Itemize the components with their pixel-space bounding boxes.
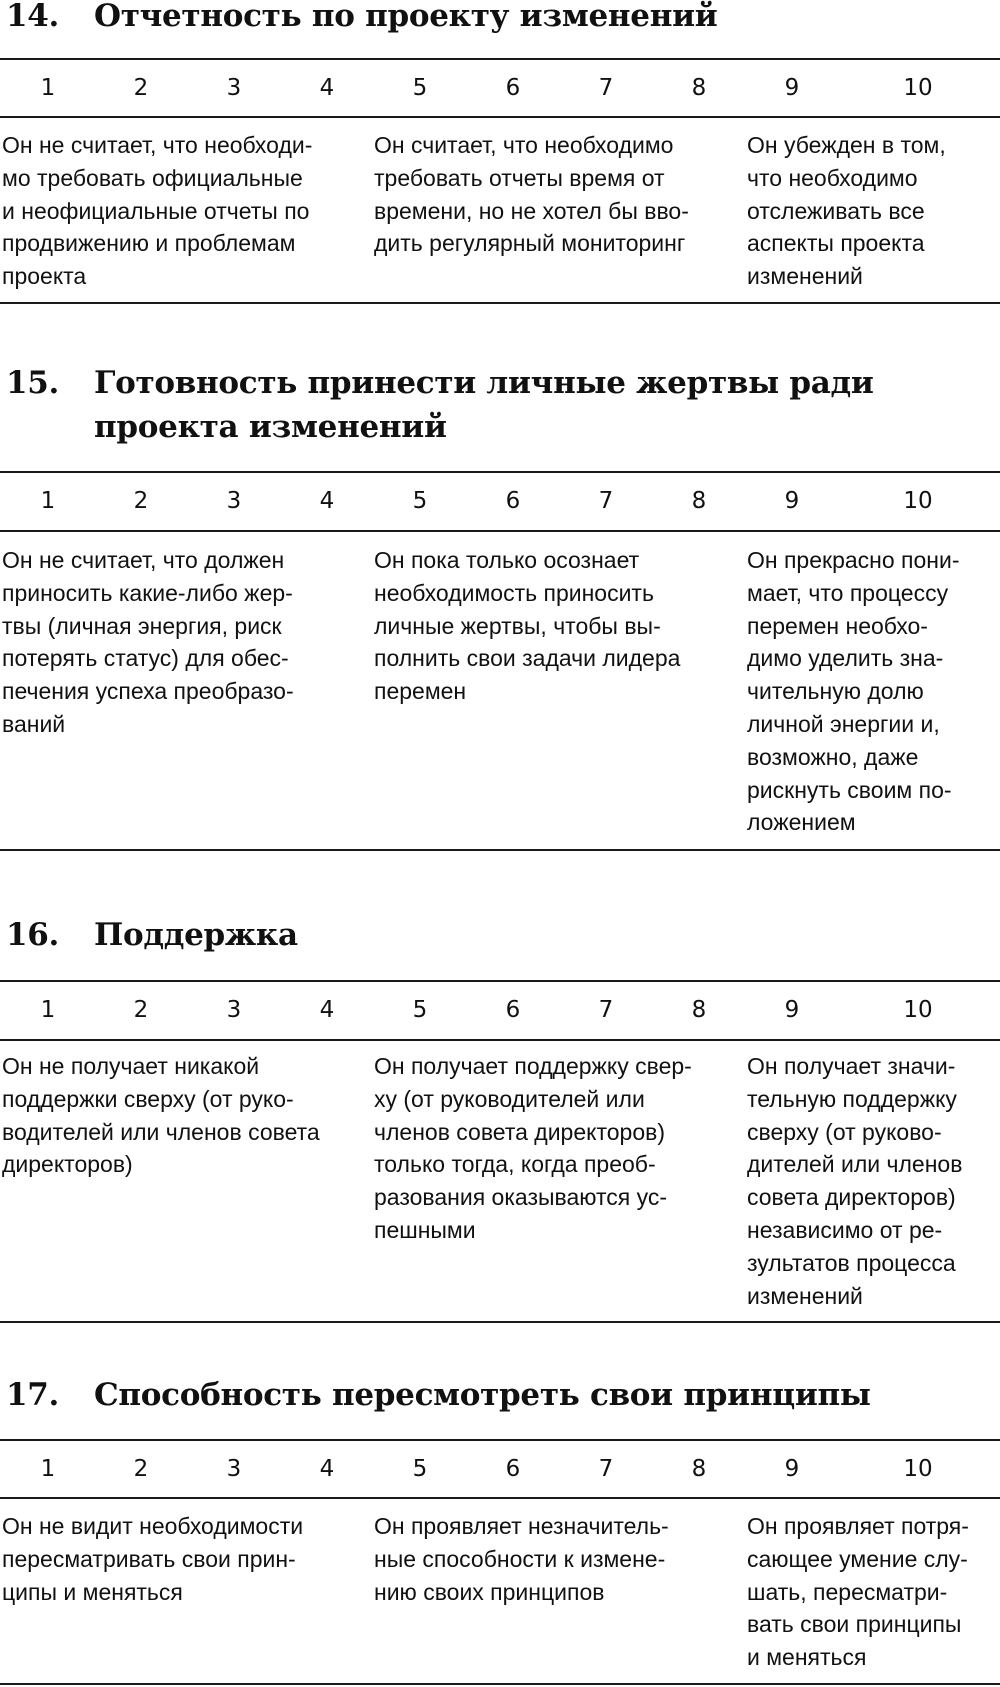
divider — [0, 1683, 1000, 1685]
scale-7: 7 — [598, 1456, 614, 1482]
scale-6: 6 — [505, 488, 521, 514]
scale-9: 9 — [784, 1456, 800, 1482]
section-number: 15. — [6, 365, 60, 401]
low-description: Он не считает, что должен приносить какие-либо жер- твы (личная энергия, риск потерять статус) для обес- печения успеха преобразо- ваний — [2, 547, 294, 737]
high-description: Он прекрасно пони- мает, что процессу перемен необхо- димо уделить зна- чительную долю личной энергии и, возможно, даже рискнуть своим по- ложением — [747, 547, 960, 836]
section-number: 17. — [6, 1377, 60, 1413]
scale-4: 4 — [319, 488, 335, 514]
mid-description: Он пока только осознает необходимость приносить личные жертвы, чтобы вы- полнить свои задачи лидера перемен — [374, 547, 681, 705]
divider — [0, 302, 1000, 304]
scale-1: 1 — [40, 1456, 56, 1482]
low-description: Он не видит необходимости пересматривать свои прин- ципы и меняться — [2, 1513, 304, 1605]
scale-10: 10 — [903, 1456, 933, 1482]
scale-5: 5 — [412, 488, 428, 514]
scale-4: 4 — [319, 1456, 335, 1482]
divider — [0, 530, 1000, 532]
scale-4: 4 — [319, 75, 335, 101]
rating-scale — [0, 990, 1000, 1030]
scale-9: 9 — [784, 997, 800, 1023]
section-number: 16. — [6, 917, 60, 953]
scale-4: 4 — [319, 997, 335, 1023]
scale-3: 3 — [226, 997, 242, 1023]
scale-8: 8 — [691, 997, 707, 1023]
section-title: Отчетность по проекту изменений — [94, 0, 718, 34]
scale-9: 9 — [784, 488, 800, 514]
scale-5: 5 — [412, 1456, 428, 1482]
scale-2: 2 — [133, 997, 149, 1023]
scale-1: 1 — [40, 488, 56, 514]
divider — [0, 58, 1000, 60]
rating-scale — [0, 481, 1000, 521]
divider — [0, 849, 1000, 851]
rating-scale — [0, 68, 1000, 108]
mid-description: Он получает поддержку свер- ху (от руководителей или членов совета директоров) только тогда, когда преоб- разования оказываются ус- пешными — [374, 1053, 692, 1243]
scale-2: 2 — [133, 75, 149, 101]
scale-1: 1 — [40, 997, 56, 1023]
scale-10: 10 — [903, 488, 933, 514]
divider — [0, 471, 1000, 473]
low-description: Он не получает никакой поддержки сверху (от руко- водителей или членов совета директоров) — [2, 1053, 320, 1178]
scale-2: 2 — [133, 1456, 149, 1482]
high-description: Он проявляет потря- сающее умение слу- шать, пересматри- вать свои принципы и меняться — [747, 1513, 969, 1671]
mid-description: Он считает, что необходимо требовать отчеты время от времени, но не хотел бы вво- дить регулярный мониторинг — [374, 132, 689, 257]
divider — [0, 1497, 1000, 1499]
divider — [0, 1321, 1000, 1323]
scale-3: 3 — [226, 488, 242, 514]
scale-6: 6 — [505, 1456, 521, 1482]
section-title: Готовность принести личные жертвы ради проекта изменений — [94, 365, 874, 445]
section-number: 14. — [6, 0, 60, 34]
mid-description: Он проявляет незначитель- ные способности к измене- нию своих принципов — [374, 1513, 669, 1605]
divider — [0, 1439, 1000, 1441]
high-description: Он получает значи- тельную поддержку сверху (от руково- дителей или членов совета директоров) независимо от ре- зультатов процесса изменений — [747, 1053, 963, 1309]
scale-5: 5 — [412, 997, 428, 1023]
scale-8: 8 — [691, 75, 707, 101]
scale-8: 8 — [691, 1456, 707, 1482]
section-title: Поддержка — [94, 917, 298, 953]
divider — [0, 1039, 1000, 1041]
scale-7: 7 — [598, 997, 614, 1023]
low-description: Он не считает, что необходи- мо требовать официальные и неофициальные отчеты по продвижению и проблемам проекта — [2, 132, 313, 290]
scale-10: 10 — [903, 997, 933, 1023]
scale-3: 3 — [226, 75, 242, 101]
scale-7: 7 — [598, 75, 614, 101]
high-description: Он убежден в том, что необходимо отслеживать все аспекты проекта изменений — [747, 132, 946, 290]
scale-7: 7 — [598, 488, 614, 514]
scale-9: 9 — [784, 75, 800, 101]
scale-3: 3 — [226, 1456, 242, 1482]
section-title: Способность пересмотреть свои принципы — [94, 1377, 871, 1413]
divider — [0, 116, 1000, 118]
rating-scale — [0, 1449, 1000, 1489]
scale-8: 8 — [691, 488, 707, 514]
divider — [0, 980, 1000, 982]
scale-10: 10 — [903, 75, 933, 101]
scale-2: 2 — [133, 488, 149, 514]
scale-6: 6 — [505, 75, 521, 101]
scale-5: 5 — [412, 75, 428, 101]
scale-6: 6 — [505, 997, 521, 1023]
scale-1: 1 — [40, 75, 56, 101]
